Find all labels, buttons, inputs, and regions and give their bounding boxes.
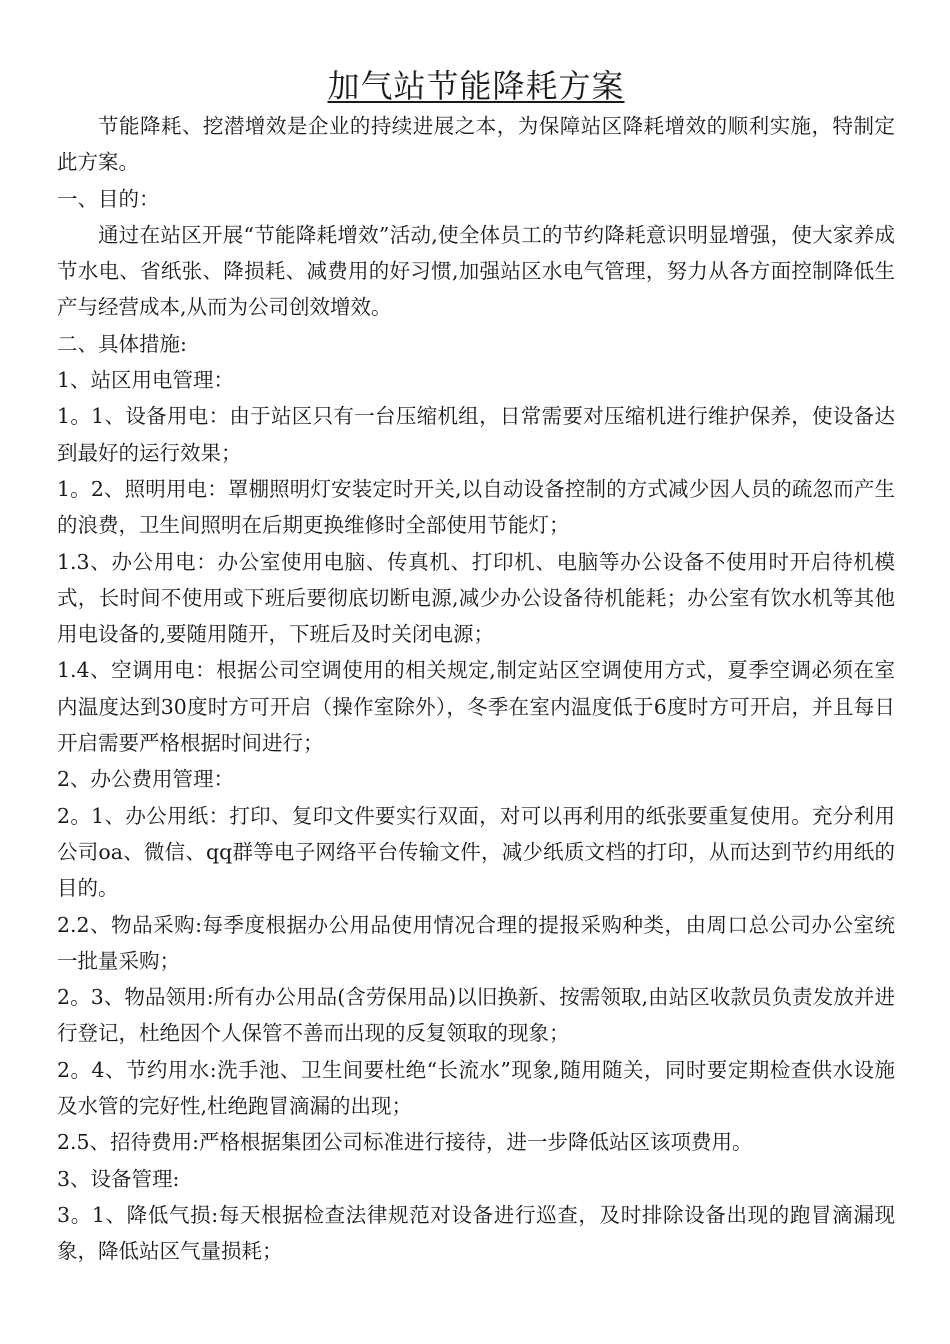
paragraph: 1.4、空调用电：根据公司空调使用的相关规定,制定站区空调使用方式，夏季空调必须在室内温度达到30度时方可开启（操作室除外），冬季在室内温度低于6度时方可开启，并且每日开启需要严格根据时间进行；: [57, 658, 895, 756]
document-title-text: 加气站节能降耗方案: [327, 67, 625, 105]
paragraph: 2.5、招待费用:严格根据集团公司标准进行接待，进一步降低站区该项费用。: [57, 1130, 753, 1155]
paragraph: 2.2、物品采购:每季度根据办公用品使用情况合理的提报采购种类，由周口总公司办公室统一批量采购；: [57, 912, 895, 973]
paragraph: 1。1、设备用电：由于站区只有一台压缩机组，日常需要对压缩机进行维护保养，使设备达到最好的运行效果；: [57, 404, 895, 465]
document-body: [57, 108, 895, 1270]
paragraph: 1、站区用电管理：: [57, 368, 235, 393]
document-title: [57, 64, 895, 108]
paragraph: 二、具体措施:: [57, 331, 187, 356]
paragraph: 节能降耗、挖潜增效是企业的持续进展之本，为保障站区降耗增效的顺利实施，特制定此方案。: [57, 114, 895, 175]
paragraph: 1。2、照明用电：罩棚照明灯安装定时开关,以自动设备控制的方式减少因人员的疏忽而产生的浪费，卫生间照明在后期更换维修时全部使用节能灯；: [57, 476, 895, 538]
paragraph: 2。3、物品领用:所有办公用品(含劳保用品)以旧换新、按需领取,由站区收款员负责发放并进行登记，杜绝因个人保管不善而出现的反复领取的现象；: [57, 985, 895, 1046]
document-page: [57, 64, 895, 1270]
paragraph: 1.3、办公用电：办公室使用电脑、传真机、打印机、电脑等办公设备不使用时开启待机模式，长时间不使用或下班后要彻底切断电源,减少办公设备待机能耗；办公室有饮水机等其他用电设备的,要随用随开，下班后及时关闭电源；: [57, 549, 895, 647]
paragraph: 3、设备管理:: [57, 1166, 180, 1191]
paragraph: 一、目的：: [57, 186, 160, 211]
paragraph: 通过在站区开展“节能降耗增效”活动,使全体员工的节约降耗意识明显增强，使大家养成节水电、省纸张、降损耗、减费用的好习惯,加强站区水电气管理，努力从各方面控制降低生产与经营成本,从而为公司创效增效。: [57, 222, 895, 320]
paragraph: 2、办公费用管理：: [57, 767, 235, 792]
paragraph: 2。1、办公用纸：打印、复印文件要实行双面，对可以再利用的纸张要重复使用。充分利用公司oa、微信、qq群等电子网络平台传输文件，减少纸质文档的打印，从而达到节约用纸的目的。: [57, 803, 895, 901]
paragraph: 3。1、降低气损:每天根据检查法律规范对设备进行巡查，及时排除设备出现的跑冒滴漏现象，降低站区气量损耗；: [57, 1202, 895, 1264]
paragraph: 2。4、节约用水:洗手池、卫生间要杜绝“长流水”现象,随用随关，同时要定期检查供水设施及水管的完好性,杜绝跑冒滴漏的出现；: [57, 1057, 895, 1119]
